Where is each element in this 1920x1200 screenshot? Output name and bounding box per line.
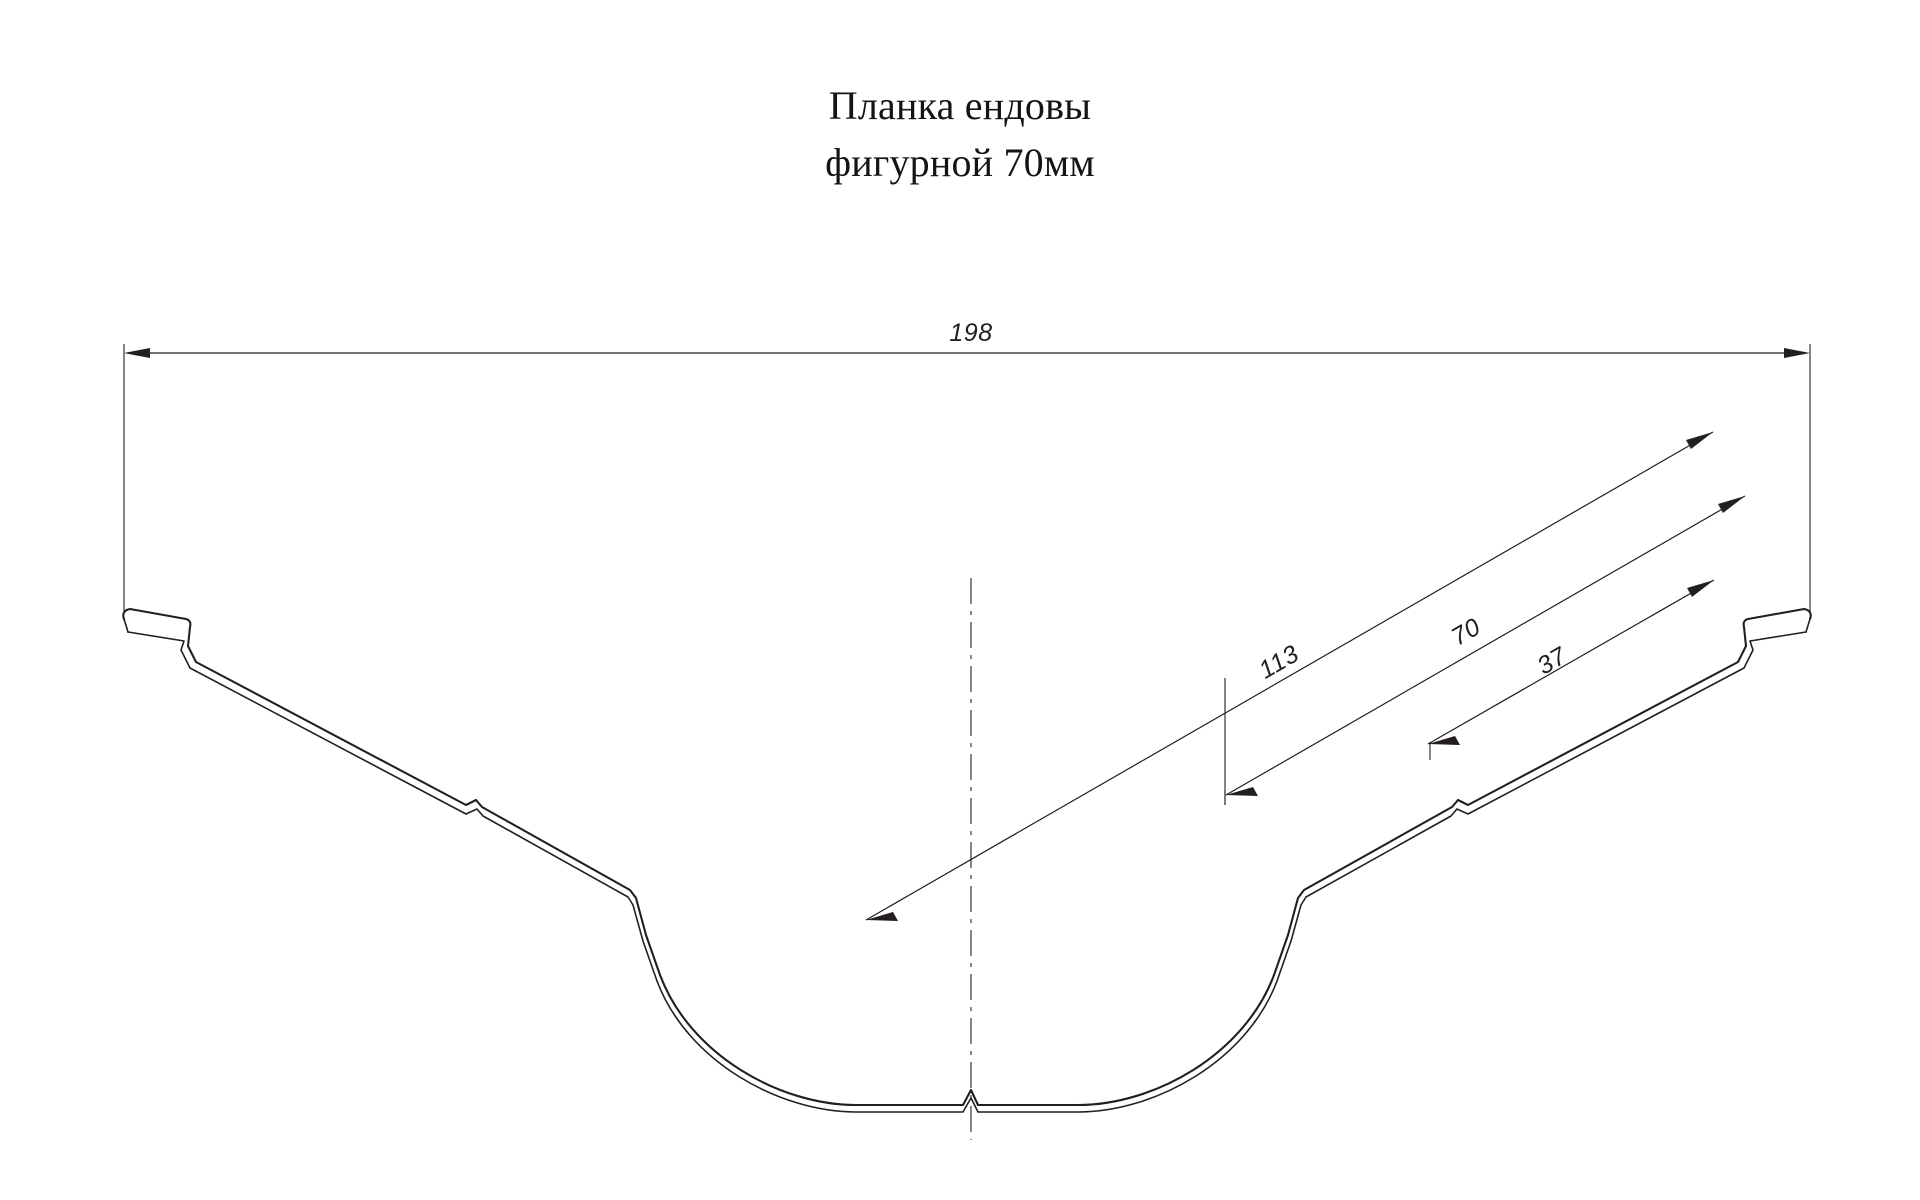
dimension-label-113: 113	[1254, 639, 1304, 685]
title-line-2: фигурной 70мм	[825, 139, 1095, 185]
dimension-70	[1225, 496, 1745, 805]
dimension-37	[1428, 580, 1714, 760]
title-line-1: Планка ендовы	[828, 83, 1092, 128]
dimension-label-198: 198	[949, 319, 993, 347]
profile-outline	[123, 609, 1811, 1112]
dimension-overall-198	[124, 319, 1810, 612]
dimension-label-37: 37	[1532, 641, 1572, 681]
dimension-label-70: 70	[1446, 612, 1486, 652]
dimension-113	[866, 432, 1713, 921]
